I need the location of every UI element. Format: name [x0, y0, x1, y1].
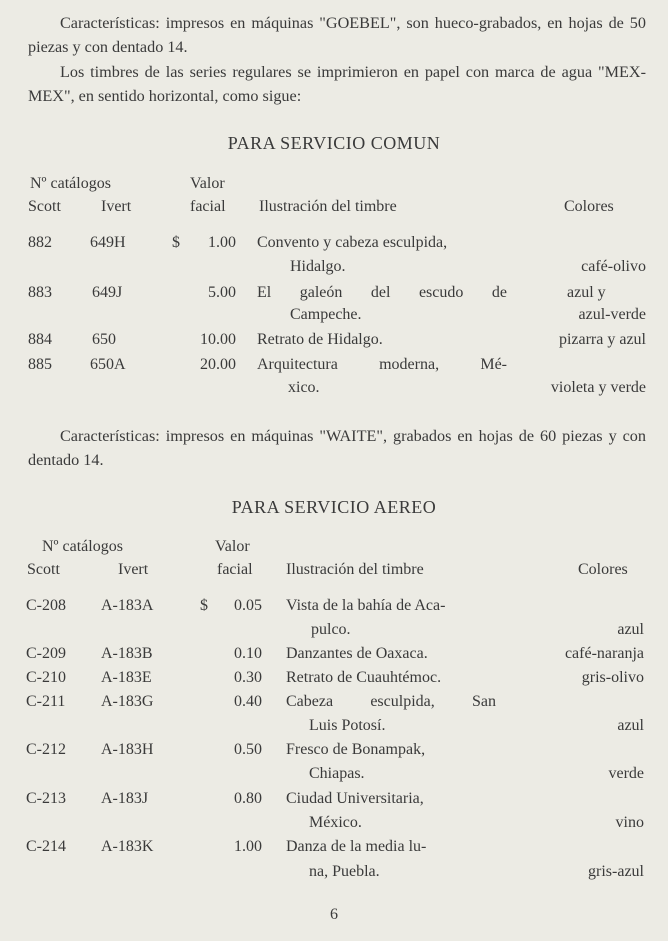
header-ivert: Ivert	[101, 198, 132, 215]
cell-color: violeta y verde	[550, 379, 646, 396]
cell-ivert: A-183A	[101, 597, 154, 614]
cell-scott: C-209	[26, 645, 66, 662]
cell-illustration: Danzantes de Oaxaca.	[286, 645, 428, 662]
cell-color: café-naranja	[564, 645, 644, 662]
cell-illustration-cont: pulco.	[311, 621, 351, 638]
header-colores: Colores	[578, 561, 628, 578]
section-title-aereo: PARA SERVICIO AEREO	[231, 497, 437, 517]
cell-currency: $	[200, 597, 208, 614]
cell-illustration: Danza de la media lu-	[286, 838, 427, 855]
page-number: 6	[330, 906, 338, 923]
cell-scott: 884	[28, 331, 52, 348]
header-ilustracion: Ilustración del timbre	[286, 561, 424, 578]
cell-illustration: Retrato de Hidalgo.	[257, 331, 383, 348]
cell-value: 0.05	[234, 597, 262, 614]
cell-color: azul y	[567, 284, 606, 301]
header-ivert: Ivert	[118, 561, 149, 578]
cell-scott: C-214	[26, 838, 66, 855]
cell-value: 0.40	[234, 693, 262, 710]
cell-color: pizarra y azul	[558, 331, 646, 348]
cell-ivert: A-183K	[101, 838, 154, 855]
cell-ivert: 650A	[90, 356, 126, 373]
header-facial: facial	[190, 198, 226, 215]
cell-scott: 885	[28, 356, 52, 373]
cell-illustration-cont: Luis Potosí.	[309, 717, 386, 734]
section-title-comun: PARA SERVICIO COMUN	[227, 133, 441, 153]
cell-value: 0.80	[234, 790, 262, 807]
cell-illustration: El galeón del escudo de	[257, 284, 507, 301]
cell-color: verde	[608, 765, 644, 782]
cell-scott: C-210	[26, 669, 66, 686]
cell-value: 0.50	[234, 741, 262, 758]
header-facial: facial	[217, 561, 253, 578]
header-catalogos: Nº catálogos	[30, 175, 111, 192]
cell-illustration-cont: xico.	[288, 379, 320, 396]
intro-paragraph-1: Características: impresos en máquinas "GOEBEL", son hueco-grabados, en hojas de 50 piezas y con dentado 14.	[28, 14, 646, 56]
header-valor: Valor	[215, 538, 250, 555]
header-colores: Colores	[564, 198, 614, 215]
cell-value: 0.30	[234, 669, 262, 686]
cell-illustration-cont: Chiapas.	[309, 765, 365, 782]
cell-illustration: Ciudad Universitaria,	[286, 790, 424, 807]
cell-color: vino	[615, 814, 644, 831]
cell-color: gris-azul	[588, 863, 644, 880]
cell-ivert: A-183G	[101, 693, 154, 710]
cell-value: 10.00	[200, 331, 236, 348]
cell-illustration: Cabeza esculpida, San	[286, 693, 496, 710]
cell-illustration: Convento y cabeza esculpida,	[257, 234, 448, 251]
cell-value: 1.00	[234, 838, 262, 855]
cell-currency: $	[172, 234, 180, 251]
cell-value: 1.00	[208, 234, 236, 251]
cell-value: 20.00	[200, 356, 236, 373]
cell-color: gris-olivo	[581, 669, 644, 686]
cell-color: café-olivo	[581, 258, 646, 275]
cell-value: 0.10	[234, 645, 262, 662]
intro-paragraph-2: Los timbres de las series regulares se imprimieron en papel con marca de agua "MEX-MEX", en sentido horizontal, como sigue:	[28, 63, 646, 105]
cell-scott: 883	[28, 284, 52, 301]
mid-paragraph: Características: impresos en máquinas "WAITE", grabados en hojas de 60 piezas y con dentado 14.	[28, 427, 646, 469]
cell-color-cont: azul-verde	[578, 306, 646, 323]
cell-ivert: A-183E	[101, 669, 152, 686]
cell-illustration-cont: na, Puebla.	[309, 863, 380, 880]
cell-scott: C-211	[26, 693, 66, 710]
cell-illustration: Arquitectura moderna, Mé-	[257, 356, 507, 373]
cell-ivert: A-183H	[101, 741, 154, 758]
cell-scott: C-208	[26, 597, 66, 614]
cell-ivert: A-183J	[101, 790, 149, 807]
cell-illustration-cont: México.	[309, 814, 362, 831]
cell-ivert: 649H	[90, 234, 126, 251]
cell-value: 5.00	[208, 284, 236, 301]
cell-ivert: 650	[92, 331, 116, 348]
cell-illustration: Vista de la bahía de Aca-	[286, 597, 446, 614]
header-catalogos: Nº catálogos	[42, 538, 123, 555]
header-scott: Scott	[28, 198, 61, 215]
cell-illustration-cont: Campeche.	[290, 306, 362, 323]
cell-scott: 882	[28, 234, 52, 251]
cell-illustration: Fresco de Bonampak,	[286, 741, 426, 758]
cell-ivert: 649J	[92, 284, 123, 301]
cell-ivert: A-183B	[101, 645, 153, 662]
cell-color: azul	[617, 717, 644, 734]
cell-scott: C-213	[26, 790, 66, 807]
cell-color: azul	[617, 621, 644, 638]
cell-illustration-cont: Hidalgo.	[290, 258, 346, 275]
header-ilustracion: Ilustración del timbre	[259, 198, 397, 215]
header-valor: Valor	[190, 175, 225, 192]
header-scott: Scott	[27, 561, 60, 578]
cell-illustration: Retrato de Cuauhtémoc.	[286, 669, 442, 686]
cell-scott: C-212	[26, 741, 66, 758]
